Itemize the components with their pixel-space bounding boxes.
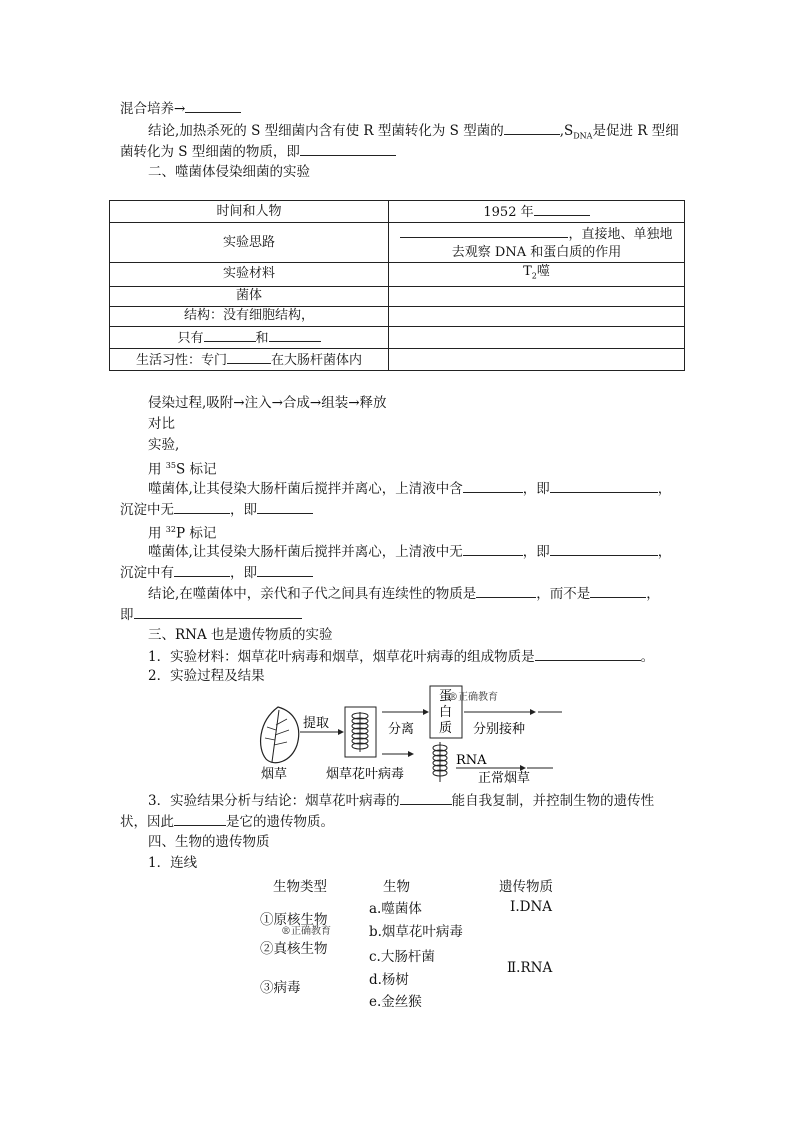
- cell-year: 1952 年: [389, 201, 685, 223]
- p32-label: 用 $^{32}$P 标记: [148, 525, 217, 542]
- rna-coil-icon: [433, 742, 447, 782]
- type-prokaryote[interactable]: ①原核生物: [260, 912, 328, 928]
- s35-line-2: 沉淀中无 ，即: [120, 499, 313, 520]
- separate-label: 分离: [388, 722, 415, 737]
- cell-structure: 结构：没有细胞结构，: [110, 306, 389, 326]
- type-eukaryote[interactable]: ②真核生物: [260, 941, 328, 957]
- organism-c[interactable]: c.大肠杆菌: [369, 949, 435, 965]
- virus-label: 烟草花叶病毒: [326, 767, 405, 782]
- protein-char-2: 白: [439, 705, 453, 720]
- cell-only-have: 只有 和: [110, 326, 389, 348]
- material-dna[interactable]: Ⅰ.DNA: [510, 899, 553, 915]
- organism-b[interactable]: b.烟草花叶病毒: [369, 924, 463, 940]
- s35-line: 噬菌体,让其侵染大肠杆菌后搅拌并离心，上清液中含 ，即 ，: [148, 478, 671, 499]
- contrast-label: 对比: [148, 416, 175, 432]
- rna-item-2: 2．实验过程及结果: [148, 668, 265, 684]
- extract-label: 提取: [303, 716, 330, 731]
- blank[interactable]: [174, 811, 226, 826]
- conclusion-line-2: 菌转化为 S 型细菌的物质，即: [120, 141, 396, 162]
- col-material-header: 遗传物质: [499, 879, 553, 895]
- rna-item-3: 3．实验结果分析与结论：烟草花叶病毒的 能自我复制，并控制生物的遗传性: [148, 790, 654, 811]
- tobacco-label: 烟草: [261, 767, 288, 782]
- infection-process: 侵染过程,吸附→注入→合成→组装→释放: [148, 395, 387, 411]
- protein-char-1: 蛋: [439, 689, 453, 704]
- protein-char-3: 质: [439, 721, 453, 736]
- section-heading-rna: 三、RNA 也是遗传物质的实验: [148, 627, 333, 643]
- section-heading-phage: 二、噬菌体侵染细菌的实验: [148, 164, 310, 180]
- cell-material-label: 实验材料: [110, 263, 389, 287]
- rna-item-3-cont: 状，因此 是它的遗传物质。: [120, 811, 334, 832]
- inoculate-label: 分别接种: [473, 722, 526, 737]
- organism-d[interactable]: d.杨树: [369, 972, 409, 988]
- section-heading-genetic: 四、生物的遗传物质: [148, 834, 270, 850]
- type-virus[interactable]: ③病毒: [260, 980, 301, 996]
- organism-e[interactable]: e.金丝猴: [369, 994, 422, 1010]
- material-rna[interactable]: Ⅱ.RNA: [507, 960, 553, 976]
- virus-coil-icon: [352, 712, 368, 752]
- conclusion-line-1: 结论,加热杀死的 S 型细菌内含有使 R 型菌转化为 S 型菌的 $,S_{DNA}$是促进 R 型细: [148, 120, 679, 147]
- rna-label: RNA: [456, 753, 487, 768]
- experiment-label: 实验,: [148, 437, 180, 453]
- cell-material: $T_2$噬: [389, 263, 685, 287]
- cell-time-people: 时间和人物: [110, 201, 389, 223]
- rna-item-1: 1．实验材料：烟草花叶病毒和烟草，烟草花叶病毒的组成物质是 。: [148, 646, 654, 667]
- normal-tobacco-label: 正常烟草: [478, 771, 531, 786]
- cell-idea-label: 实验思路: [110, 223, 389, 263]
- watermark: ®正确教育: [281, 926, 331, 937]
- p32-line: 噬菌体,让其侵染大肠杆菌后搅拌并离心，上清液中无 ，即 ，: [148, 541, 671, 562]
- watermark: ®正确教育: [448, 692, 498, 703]
- col-type-header: 生物类型: [273, 879, 327, 895]
- cell-phage: 菌体: [110, 286, 389, 306]
- cell-habit: 生活习性：专门 在大肠杆菌体内: [110, 348, 389, 370]
- p32-line-2: 沉淀中有 ，即: [120, 562, 313, 583]
- cell-idea: ，直接地、单独地 去观察 DNA 和蛋白质的作用: [389, 223, 685, 263]
- phage-conclusion-2: 即: [120, 604, 302, 625]
- blank[interactable]: [400, 790, 452, 805]
- mix-culture-line: 混合培养→: [120, 98, 241, 119]
- organism-a[interactable]: a.噬菌体: [369, 901, 422, 917]
- matching-label: 1．连线: [148, 855, 198, 871]
- phage-conclusion: 结论,在噬菌体中，亲代和子代之间具有连续性的物质是 ，而不是 ，: [148, 583, 660, 604]
- s35-label: 用 $^{35}$S 标记: [148, 461, 217, 478]
- tobacco-leaf-icon: [261, 707, 299, 763]
- col-organism-header: 生物: [383, 879, 410, 895]
